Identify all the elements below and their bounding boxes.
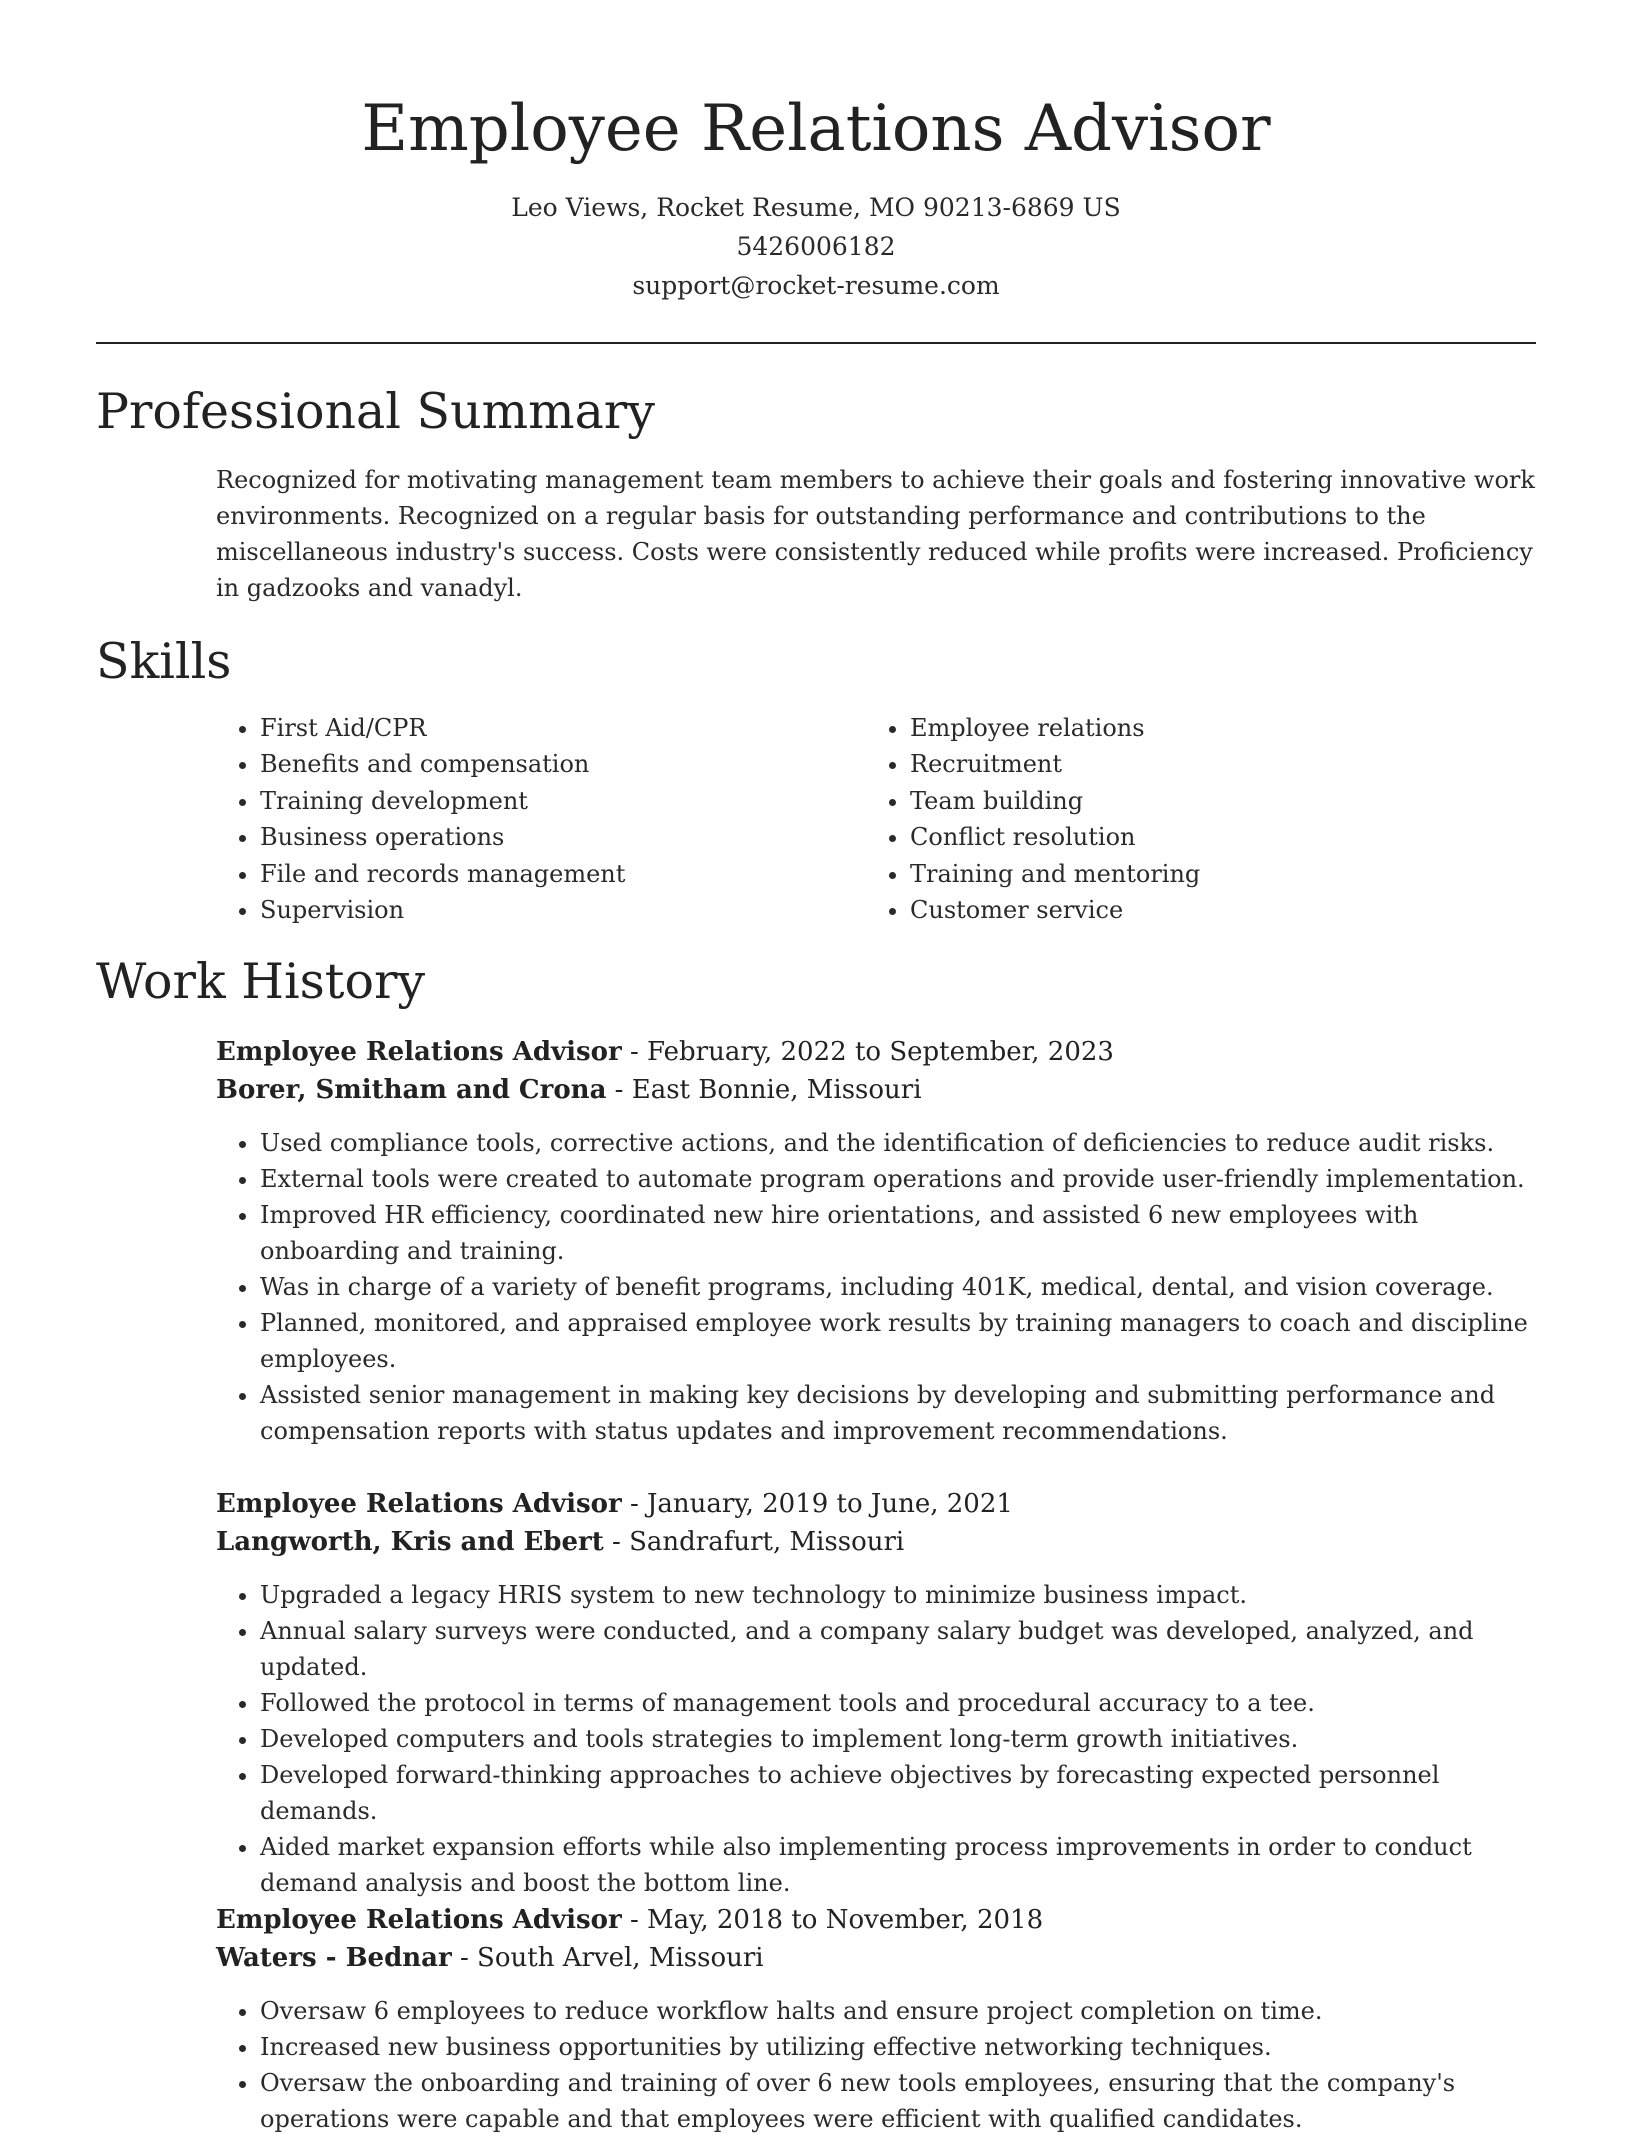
job-bullet: • Assisted senior management in making key decisions by developing and submitting performance and compensation reports with status updates and improvement recommendations.	[260, 1377, 1536, 1449]
section-title-summary: Professional Summary	[96, 383, 655, 440]
skills-column-right	[866, 710, 1516, 928]
skill-item: • Recruitment	[910, 746, 1516, 782]
job-bullet: • Developed forward-thinking approaches to achieve objectives by forecasting expected personnel demands.	[260, 1757, 1536, 1829]
job-title-line	[216, 1901, 1536, 1939]
job-company-line	[216, 1523, 1536, 1561]
job-location: - East Bonnie, Missouri	[606, 1075, 922, 1105]
skill-item: • Training development	[260, 783, 866, 819]
contact-block	[0, 188, 1632, 305]
job-entry	[216, 1033, 1536, 1449]
skill-item: • Customer service	[910, 892, 1516, 928]
skill-item: • Employee relations	[910, 710, 1516, 746]
contact-email: support@rocket-resume.com	[632, 271, 1000, 300]
job-company: Borer, Smitham and Crona	[216, 1075, 607, 1105]
skills-column-left	[216, 710, 866, 928]
job-entry	[216, 1485, 1536, 1901]
job-title-line	[216, 1485, 1536, 1523]
job-bullet: • Annual salary surveys were conducted, and a company salary budget was developed, analyzed, and updated.	[260, 1613, 1536, 1685]
job-bullet: • Planned, monitored, and appraised employee work results by training managers to coach and discipline employees.	[260, 1305, 1536, 1377]
job-bullet: • Aided market expansion efforts while also implementing process improvements in order to conduct demand analysis and boost the bottom line.	[260, 1829, 1536, 1901]
job-bullet: • Improved HR efficiency, coordinated new hire orientations, and assisted 6 new employees with onboarding and training.	[260, 1197, 1536, 1269]
summary-text: Recognized for motivating management team members to achieve their goals and fostering innovative work environments. Recognized on a regular basis for outstanding performance and contributions to the miscellaneous industry's success. Costs were consistently reduced while profits were increased. Proficiency in gadzooks and vanadyl.	[216, 466, 1535, 602]
header-divider	[96, 342, 1536, 344]
job-position: Employee Relations Advisor	[216, 1905, 622, 1935]
skill-item: • Conflict resolution	[910, 819, 1516, 855]
job-company-line	[216, 1939, 1536, 1977]
job-bullets	[216, 1577, 1536, 1901]
job-bullet: • External tools were created to automate program operations and provide user-friendly implementation.	[260, 1161, 1536, 1197]
job-company: Waters - Bednar	[216, 1943, 452, 1973]
job-company: Langworth, Kris and Ebert	[216, 1527, 604, 1557]
job-dates: - May, 2018 to November, 2018	[621, 1905, 1044, 1935]
job-company-line	[216, 1071, 1536, 1109]
skill-item: • File and records management	[260, 856, 866, 892]
contact-phone: 5426006182	[736, 232, 896, 261]
candidate-name: Employee Relations Advisor	[361, 92, 1271, 166]
skill-item: • Benefits and compensation	[260, 746, 866, 782]
job-bullet: • Used compliance tools, corrective actions, and the identification of deficiencies to reduce audit risks.	[260, 1125, 1536, 1161]
section-title-skills: Skills	[96, 633, 232, 690]
skill-item: • Supervision	[260, 892, 866, 928]
job-title-line	[216, 1033, 1536, 1071]
job-dates: - February, 2022 to September, 2023	[621, 1037, 1114, 1067]
skill-item: • Team building	[910, 783, 1516, 819]
job-bullets	[216, 1993, 1536, 2137]
job-bullet: • Oversaw the onboarding and training of over 6 new tools employees, ensuring that the company's operations were capable and that employees were efficient with qualified candidates.	[260, 2065, 1536, 2137]
job-position: Employee Relations Advisor	[216, 1037, 622, 1067]
skill-item: • Business operations	[260, 819, 866, 855]
job-bullet: • Developed computers and tools strategies to implement long-term growth initiatives.	[260, 1721, 1536, 1757]
job-bullet: • Was in charge of a variety of benefit programs, including 401K, medical, dental, and vision coverage.	[260, 1269, 1536, 1305]
contact-address: Leo Views, Rocket Resume, MO 90213-6869 US	[511, 193, 1121, 222]
job-bullet: • Increased new business opportunities by utilizing effective networking techniques.	[260, 2029, 1536, 2065]
skill-item: • First Aid/CPR	[260, 710, 866, 746]
job-bullet: • Upgraded a legacy HRIS system to new technology to minimize business impact.	[260, 1577, 1536, 1613]
job-location: - Sandrafurt, Missouri	[603, 1527, 905, 1557]
skill-item: • Training and mentoring	[910, 856, 1516, 892]
job-location: - South Arvel, Missouri	[451, 1943, 764, 1973]
job-bullets	[216, 1125, 1536, 1449]
section-title-work-history: Work History	[96, 953, 426, 1010]
job-position: Employee Relations Advisor	[216, 1489, 622, 1519]
resume-header	[0, 0, 1632, 305]
job-dates: - January, 2019 to June, 2021	[621, 1489, 1013, 1519]
job-bullet: • Followed the protocol in terms of management tools and procedural accuracy to a tee.	[260, 1685, 1536, 1721]
skills-list	[216, 710, 1536, 928]
job-bullet: • Oversaw 6 employees to reduce workflow halts and ensure project completion on time.	[260, 1993, 1536, 2029]
job-entry	[216, 1901, 1536, 2137]
